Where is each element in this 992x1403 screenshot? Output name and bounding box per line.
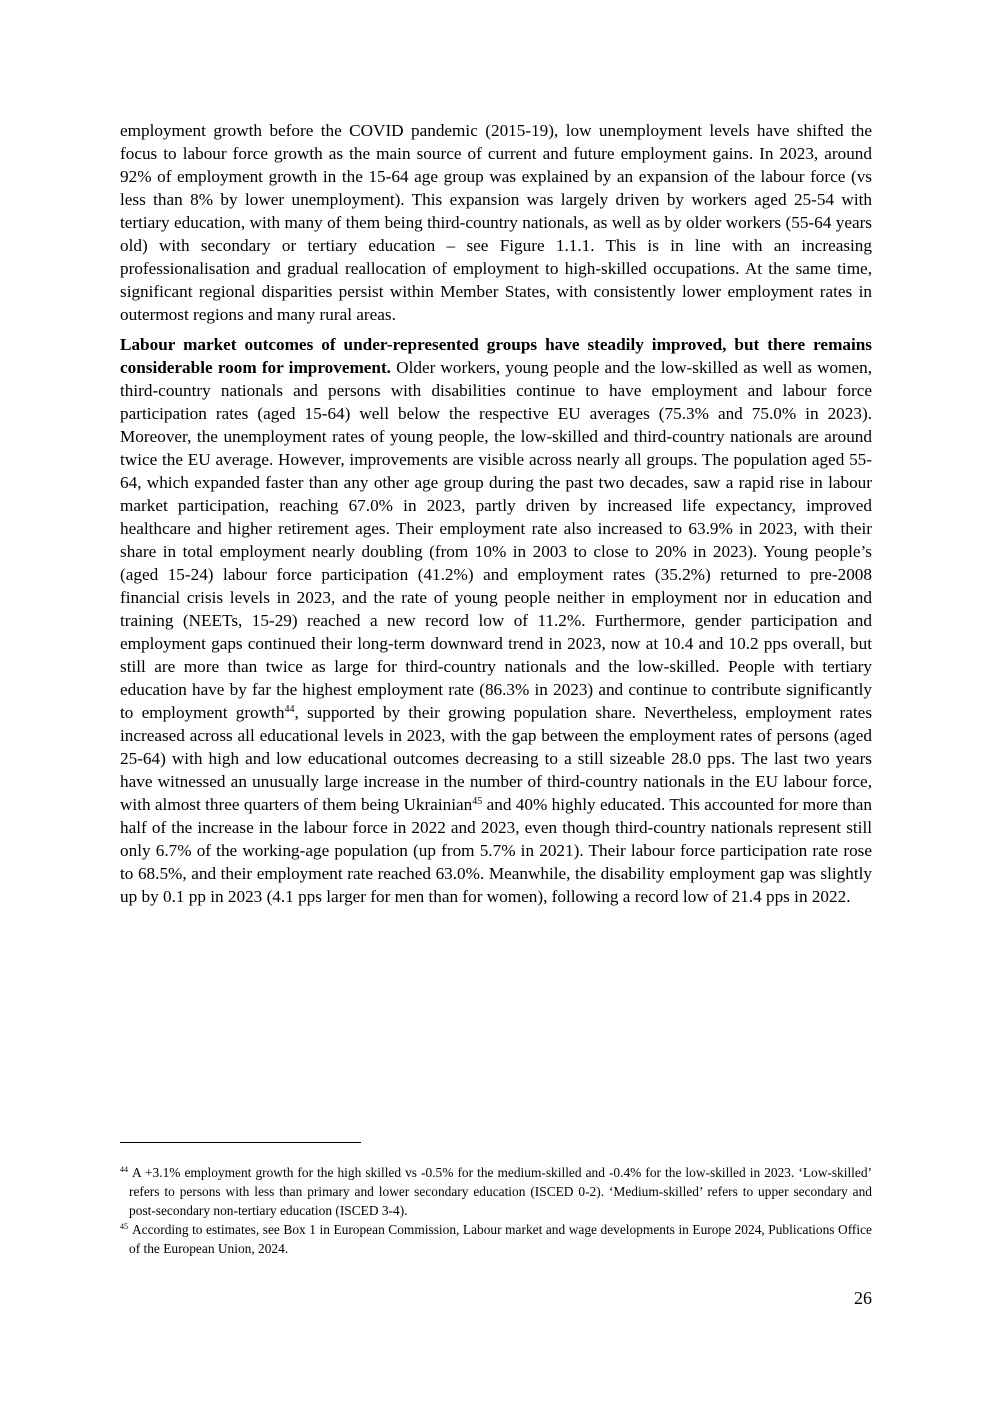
footnote-text: According to estimates, see Box 1 in European Commission, Labour market and wage developments in Europe 2024, Publications Office of the European Union, 2024. — [129, 1222, 872, 1256]
footnote — [120, 1220, 872, 1258]
paragraph-text: Older workers, young people and the low-skilled as well as women, third-country nationals and persons with disabilities continue to have employment and labour force participation rates (aged 15-64) well below the respective EU averages (75.3% and 75.0% in 2023). Moreover, the unemployment rates of young people, the low-skilled and third-country nationals are around twice the EU average. However, improvements are visible across nearly all groups. The population aged 55-64, which expanded faster than any other age group during the past two decades, saw a rapid rise in labour market participation, reaching 67.0% in 2023, partly driven by increased life expectancy, improved healthcare and higher retirement ages. Their employment rate also increased to 63.9% in 2023, with their share in total employment nearly doubling (from 10% in 2003 to close to 20% in 2023). Young people’s (aged 15-24) labour force participation (41.2%) and employment rates (35.2%) returned to pre-2008 financial crisis levels in 2023, and the rate of young people neither in employment nor in education and training (NEETs, 15-29) reached a new record low of 11.2%. Furthermore, gender participation and employment gaps continued their long-term downward trend in 2023, now at 10.4 and 10.2 pps overall, but still are more than twice as large for third-country nationals and the low-skilled. People with tertiary education have by far the highest employment rate (86.3% in 2023) and continue to contribute significantly to employment growth — [120, 358, 872, 722]
footnote-reference[interactable]: 44 — [284, 704, 295, 715]
footnote — [120, 1163, 872, 1220]
footnotes — [120, 1163, 872, 1258]
paragraph: employment growth before the COVID pandemic (2015-19), low unemployment levels have shifted the focus to labour force growth as the main source of current and future employment gains. In 2023, around 92% of employment growth in the 15-64 age group was explained by an expansion of the labour force (vs less than 8% by lower unemployment). This expansion was largely driven by workers aged 25-54 with tertiary education, with many of them being third-country nationals, as well as by older workers (55-64 years old) with secondary or tertiary education – see Figure 1.1.1. This is in line with an increasing professionalisation and gradual reallocation of employment to high-skilled occupations. At the same time, significant regional disparities persist within Member States, with consistently lower employment rates in outermost regions and many rural areas. — [120, 121, 872, 324]
body-text — [120, 119, 872, 915]
footnote-reference[interactable]: 45 — [472, 796, 483, 807]
paragraph — [120, 333, 872, 908]
page-number: 26 — [854, 1288, 872, 1308]
footnote-separator — [120, 1142, 361, 1143]
footnote-number: 45 — [120, 1222, 128, 1231]
paragraph-text: and 40% highly educated. This accounted for more than half of the increase in the labour force in 2022 and 2023, even though third-country nationals represent still only 6.7% of the working-age population (up from 5.7% in 2021). Their labour force participation rate rose to 68.5%, and their employment rate reached 63.0%. Meanwhile, the disability employment gap was slightly up by 0.1 pp in 2023 (4.1 pps larger for men than for women), following a record low of 21.4 pps in 2022. — [120, 795, 873, 906]
paragraph-lead-bold: Labour market outcomes of under-represented groups have steadily improved, but there remains considerable room for improvement. — [120, 335, 872, 377]
footnote-text: A +3.1% employment growth for the high skilled vs -0.5% for the medium-skilled and -0.4% for the low-skilled in 2023. ‘Low-skilled’ refers to persons with less than primary and lower secondary education (ISCED 0-2). ‘Medium-skilled’ refers to upper secondary and post-secondary non-tertiary education (ISCED 3-4). — [129, 1165, 872, 1218]
footnote-number: 44 — [120, 1165, 128, 1174]
paragraph-text: , supported by their growing population share. Nevertheless, employment rates increased across all educational levels in 2023, with the gap between the employment rates of persons (aged 25-64) with high and low educational outcomes decreasing to a still sizeable 28.0 pps. The last two years have witnessed an unusually large increase in the number of third-country nationals in the EU labour force, with almost three quarters of them being Ukrainian — [120, 703, 873, 814]
